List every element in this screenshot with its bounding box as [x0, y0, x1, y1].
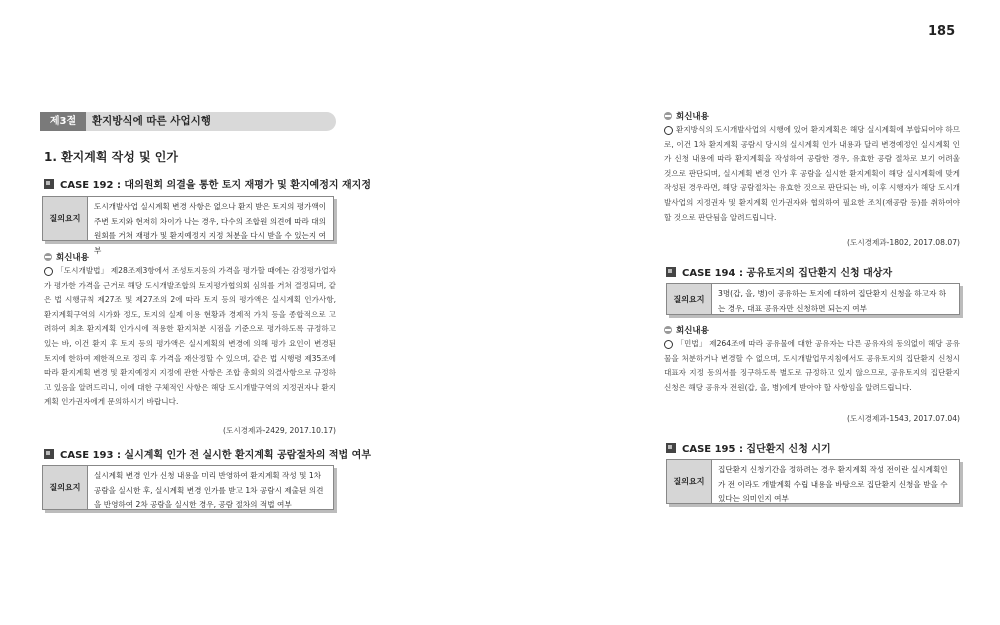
square-bullet-icon	[666, 443, 676, 453]
reference: (도시경제과-1802, 2017.08.07)	[847, 238, 960, 247]
case-heading	[666, 440, 831, 455]
circle-bullet-icon	[664, 126, 673, 135]
case-title: CASE 193 : 실시계획 인가 전 실시한 환지계획 공람절차의 적법 여부	[60, 450, 371, 461]
reply-heading	[44, 251, 89, 263]
query-label: 질의요지	[667, 284, 712, 314]
reply-text: 「민법」 제264조에 따라 공유물에 대한 공유자는 다른 공유자의 동의없이 해당 공유물을 처분하거나 변경할 수 없으며, 도시개발업무지침에서도 공유토지의 집단환지 신청시 대표자 지정 동의서를 징구하도록 별도로 규정하고 있지 않으므로, 공유토지의 집단환지 신청은 해당 공유자 전원(갑, 을, 병)에게 받아야 할 사항임을 알려드립니다.	[664, 339, 960, 392]
query-label: 질의요지	[43, 466, 88, 509]
case-heading	[44, 176, 371, 191]
case-title: CASE 195 : 집단환지 신청 시기	[682, 444, 831, 455]
query-text: 도시개발사업 실시계획 변경 사항은 없으나 환지 받은 토지의 평가액이 주변 토지와 현저히 차이가 나는 경우, 다수의 조합원 의견에 따라 대의원회를 거쳐 재평가 및 환지예정지 지정 처분을 다시 받을 수 있는지 여부	[94, 202, 327, 255]
query-box	[42, 196, 334, 255]
reply-heading	[664, 324, 709, 336]
case-heading	[666, 264, 892, 279]
query-text: 3명(갑, 을, 병)이 공유하는 토지에 대하여 집단환지 신청을 하고자 하는 경우, 대표 공유자만 신청하면 되는지 여부	[718, 289, 947, 313]
query-text: 실시계획 변경 인가 신청 내용을 미리 반영하여 환지계획 작성 및 1차 공람을 실시한 후, 실시계획 변경 인가를 받고 1차 공람시 제출된 의견을 반영하여 2차 공람을 실시한 경우, 공람 절차의 적법 여부	[94, 471, 324, 509]
reference: (도시경제과-1543, 2017.07.04)	[847, 414, 960, 423]
reply-text: 「도시개발법」 제28조제3항에서 조성토지등의 가격을 평가할 때에는 감정평가업자가 평가한 가격을 근거로 해당 도시개발조합의 토지평가협의회 심의를 거쳐 결정되며, 같은 법 시행규칙 제27조 및 제27조의 2에 따라 토지 등의 평가액은 실시계획 인가사항, 환지계획구역의 시가화 정도, 토지의 실제 이용 현황과 경제적 가치 등을 종합적으로 고려하여 최초 환지계획 인가시에 적용한 환지처분 시점을 기준으로 평가하도록 규정하고 있는 바, 이건 환지 후 토지 등의 평가액은 실시계획의 변경에 의해 평가 요인이 변경된 토지에 한하여 제한적으로 정리 후 가격을 재산정할 수 있으며, 같은 법 시행령 제35조에 따라 환지계획 변경 및 환지예정지 지정에 관한 사항은 조합 총회의 의결사항으로 규정하고 있음을 알려드리니, 이에 대한 구체적인 사항은 해당 도시개발구역의 지정권자나 환지계획 인가권자에게 문의하시기 바랍니다.	[44, 266, 336, 407]
page-number: 185	[928, 24, 956, 39]
reply-icon	[664, 326, 672, 334]
reply-label: 회신내용	[676, 326, 709, 336]
query-box	[666, 459, 960, 504]
square-bullet-icon	[666, 267, 676, 277]
case-heading	[44, 446, 371, 461]
section-title: 1. 환지계획 작성 및 인가	[44, 150, 178, 164]
square-bullet-icon	[44, 449, 54, 459]
case-title: CASE 194 : 공유토지의 집단환지 신청 대상자	[682, 268, 893, 279]
query-text: 집단환지 신청기간을 정하려는 경우 환지계획 작성 전이란 실시계획인가 전 이라도 개발계획 수립 내용을 바탕으로 집단환지 신청을 받을 수 있다는 의미인지 여부	[718, 465, 948, 503]
reply-label: 회신내용	[676, 112, 709, 122]
circle-bullet-icon	[44, 267, 53, 276]
query-box	[42, 465, 334, 510]
reply-icon	[44, 253, 52, 261]
chapter-title: 환지방식에 따른 사업시행	[92, 115, 211, 127]
reply-icon	[664, 112, 672, 120]
chapter-tag: 제3절	[40, 112, 86, 131]
query-label: 질의요지	[667, 460, 712, 503]
reply-label: 회신내용	[56, 253, 89, 263]
reference: (도시경제과-2429, 2017.10.17)	[223, 426, 336, 435]
circle-bullet-icon	[664, 340, 673, 349]
reply-heading	[664, 110, 709, 122]
query-box	[666, 283, 960, 315]
square-bullet-icon	[44, 179, 54, 189]
reply-text: 환지방식의 도시개발사업의 시행에 있어 환지계획은 해당 실시계획에 부합되어야 하므로, 이건 1차 환지계획 공람시 당시의 실시계획 인가 내용과 달리 변경예정인 실시계획 인가 신청 내용에 따라 환지계획을 작성하여 공람한 경우, 유효한 공람 절차로 보기 어려울 것으로 판단되며, 실시계획 변경 인가 후 공람을 실시한 환지계획이 해당 실시계획에 맞게 작성된 경우라면, 해당 공람절차는 유효한 것으로 판단되는 바, 이후 시행자가 해당 도시개발사업의 지정권자 및 환지계획 인가권자와 협의하여 필요한 조치(재공람 등)를 취하여야 할 것으로 판단됨을 알려드립니다.	[664, 125, 960, 222]
case-title: CASE 192 : 대의원회 의결을 통한 토지 재평가 및 환지예정지 재지정	[60, 180, 371, 191]
query-label: 질의요지	[43, 197, 88, 240]
